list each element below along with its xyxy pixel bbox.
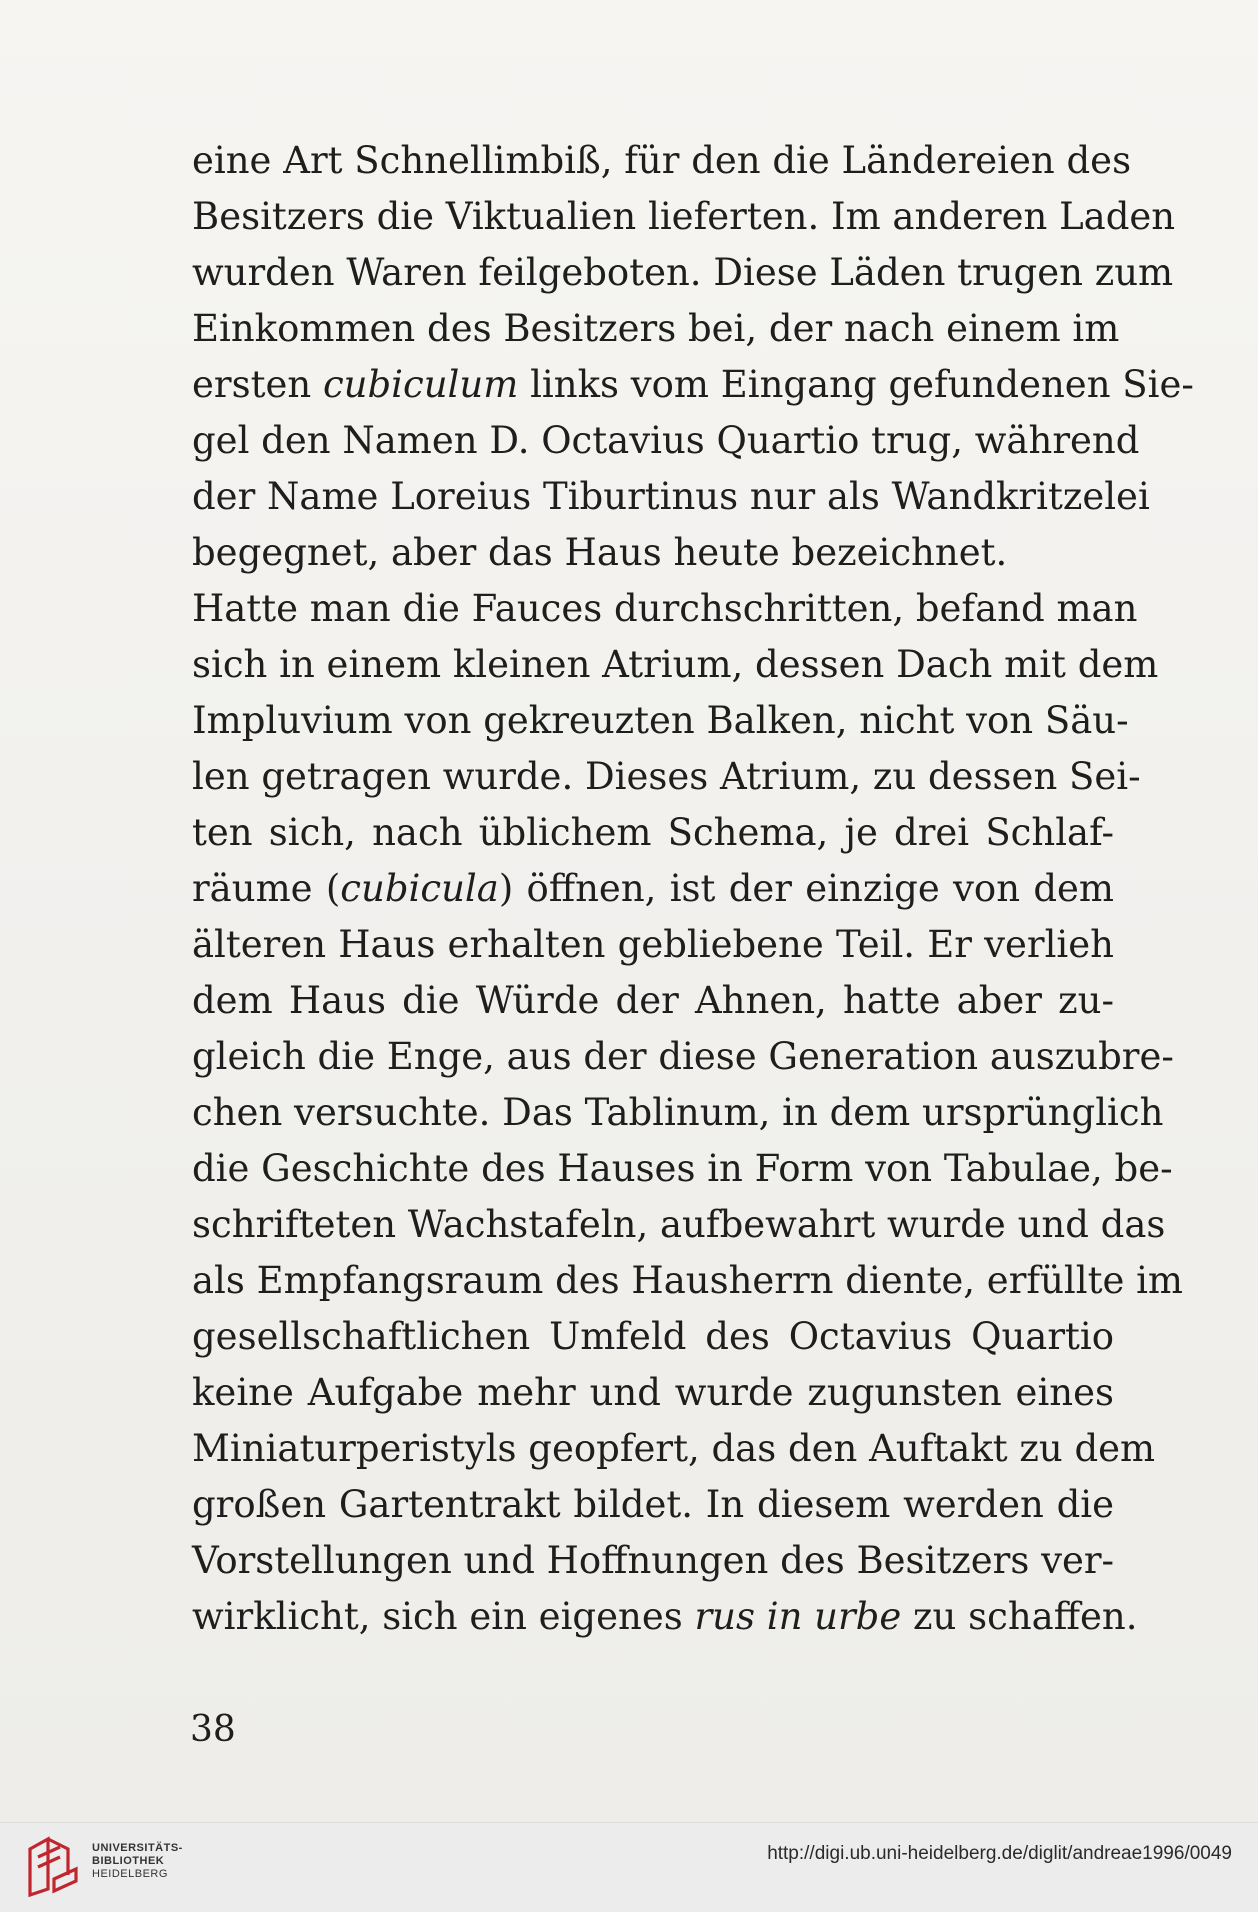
text-line — [192, 805, 1114, 861]
text-segment: keine Aufgabe mehr und wurde zugunsten eines — [192, 1371, 1114, 1414]
text-line — [192, 1253, 1184, 1309]
text-segment: begegnet, aber das Haus heute bezeichnet. — [192, 531, 1008, 574]
text-line — [192, 1197, 1166, 1253]
text-segment: älteren Haus erhalten gebliebene Teil. Er verlieh — [192, 923, 1114, 966]
text-line — [192, 693, 1129, 749]
text-line — [192, 301, 1120, 357]
text-line — [192, 1589, 1138, 1645]
text-line — [192, 749, 1141, 805]
permalink-url[interactable]: http://digi.ub.uni-heidelberg.de/diglit/andreae1996/0049 — [767, 1843, 1232, 1864]
text-segment: Hatte man die Fauces durchschritten, befand man — [192, 587, 1138, 630]
text-segment: len getragen wurde. Dieses Atrium, zu dessen Sei- — [192, 755, 1141, 798]
text-segment: Vorstellungen und Hoffnungen des Besitzers ver- — [192, 1539, 1115, 1582]
text-line — [192, 189, 1176, 245]
text-line — [192, 861, 1114, 917]
page-number: 38 — [190, 1709, 236, 1750]
text-segment: eine Art Schnellimbiß, für den die Ländereien des — [192, 139, 1132, 182]
text-segment: ten sich, nach üblichem Schema, je drei Schlaf- — [192, 811, 1114, 854]
text-segment: räume ( — [192, 867, 341, 910]
text-segment: chen versuchte. Das Tablinum, in dem ursprünglich — [192, 1091, 1164, 1134]
text-segment: gesellschaftlichen Umfeld des Octavius Quartio — [192, 1315, 1114, 1358]
text-segment: Miniaturperistyls geopfert, das den Auftakt zu dem — [192, 1427, 1156, 1470]
text-line — [192, 917, 1114, 973]
library-logo-icon — [24, 1835, 82, 1897]
digitization-footer — [0, 1822, 1258, 1912]
text-line — [192, 1029, 1174, 1085]
library-name-line-1: UNIVERSITÄTS- — [92, 1842, 183, 1854]
text-line — [192, 637, 1159, 693]
text-segment: dem Haus die Würde der Ahnen, hatte aber zu- — [192, 979, 1114, 1022]
text-segment: gel den Namen D. Octavius Quartio trug, während — [192, 419, 1140, 462]
library-name — [92, 1842, 183, 1881]
library-name-line-3: HEIDELBERG — [92, 1868, 168, 1880]
text-line — [192, 1533, 1114, 1589]
text-segment: ersten — [192, 363, 323, 406]
text-line — [192, 581, 1138, 637]
text-segment: die Geschichte des Hauses in Form von Tabulae, be- — [192, 1147, 1173, 1190]
text-segment: Besitzers die Viktualien lieferten. Im anderen Laden — [192, 195, 1176, 238]
text-segment: großen Gartentrakt bildet. In diesem werden die — [192, 1483, 1114, 1526]
text-line — [192, 245, 1174, 301]
library-name-line-2: BIBLIOTHEK — [92, 1855, 165, 1867]
text-line — [192, 1477, 1114, 1533]
text-segment: gleich die Enge, aus der diese Generation auszubre- — [192, 1035, 1174, 1078]
italic-term: rus in urbe — [694, 1595, 902, 1638]
text-segment: Einkommen des Besitzers bei, der nach einem im — [192, 307, 1120, 350]
italic-term: cubicula — [340, 867, 499, 910]
text-segment: ) öffnen, ist der einzige von dem — [498, 867, 1114, 910]
text-segment: wirklicht, sich ein eigenes — [192, 1595, 695, 1638]
text-segment: zu schaffen. — [901, 1595, 1138, 1638]
text-line — [192, 1141, 1173, 1197]
text-line — [192, 1085, 1164, 1141]
text-line — [192, 1421, 1156, 1477]
text-line — [192, 1365, 1114, 1421]
text-segment: wurden Waren feilgeboten. Diese Läden trugen zum — [192, 251, 1174, 294]
text-line — [192, 469, 1150, 525]
text-segment: links vom Eingang gefundenen Sie- — [518, 363, 1194, 406]
text-line — [192, 973, 1114, 1029]
text-segment: als Empfangsraum des Hausherrn diente, erfüllte im — [192, 1259, 1184, 1302]
text-segment: schrifteten Wachstafeln, aufbewahrt wurde und das — [192, 1203, 1166, 1246]
text-line — [192, 1309, 1114, 1365]
text-line — [192, 525, 1114, 581]
text-line — [192, 133, 1132, 189]
text-segment: der Name Loreius Tiburtinus nur als Wandkritzelei — [192, 475, 1150, 518]
text-segment: sich in einem kleinen Atrium, dessen Dach mit dem — [192, 643, 1159, 686]
text-line — [192, 413, 1140, 469]
text-line — [192, 357, 1194, 413]
italic-term: cubiculum — [322, 363, 519, 406]
body-text — [192, 133, 1194, 1645]
text-segment: Impluvium von gekreuzten Balken, nicht von Säu- — [192, 699, 1129, 742]
